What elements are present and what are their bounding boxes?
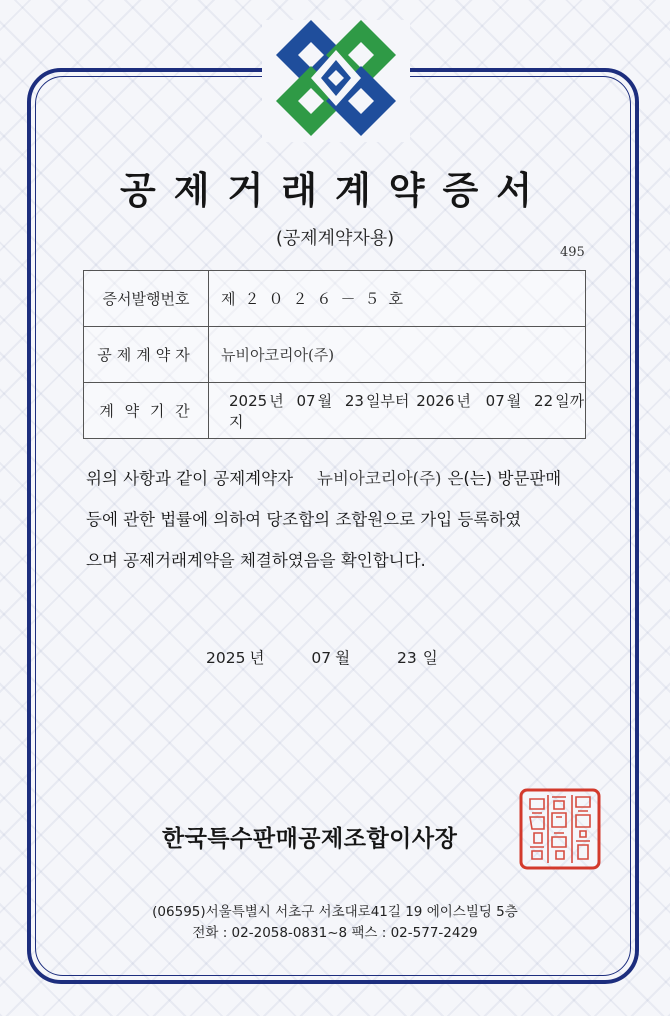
body-line-3: 으며 공제거래계약을 체결하였음을 확인합니다.: [86, 551, 426, 570]
period-unit: 년: [456, 391, 471, 410]
body-line-1: [86, 458, 596, 499]
period-label: 계 약 기 간: [84, 383, 209, 439]
official-seal-icon: [518, 787, 602, 871]
logo-emblem-icon: [276, 20, 396, 138]
certificate-info-table: [83, 270, 586, 439]
contractor-label: 공제계약자: [84, 327, 209, 383]
serial-number: 제２０２６－５호: [221, 290, 412, 308]
contractor-value: [209, 327, 586, 383]
date-unit: 월: [335, 649, 351, 667]
phone-fax-line: 전화 : 02-2058-0831~8 팩스 : 02-577-2429: [192, 925, 478, 941]
document-number: 495: [560, 245, 585, 260]
period-unit: 일부터: [365, 391, 410, 410]
period-unit: 월: [506, 391, 522, 410]
body-text: 위의 사항과 같이 공제계약자: [86, 469, 294, 488]
table-row: [84, 383, 586, 439]
date-unit: 년: [249, 649, 265, 667]
table-row: [84, 327, 586, 383]
period-end-day: 22: [534, 391, 554, 410]
certificate-subtitle: (공제계약자용): [275, 228, 395, 249]
period-start-year: 2025: [229, 391, 268, 410]
contact-address: [0, 902, 670, 944]
certificate-body: [86, 458, 596, 581]
serial-value: [209, 271, 586, 327]
issuer-name: 한국특수판매공제조합이사장: [162, 826, 458, 852]
period-unit: 월: [317, 391, 333, 410]
issue-year: 2025: [206, 649, 246, 667]
period-start-month: 07: [296, 391, 316, 410]
period-end-month: 07: [485, 391, 505, 410]
issue-date: [206, 646, 438, 668]
contractor-name: 뉴비아코리아(주): [221, 346, 335, 364]
address-line: (06595)서울특별시 서초구 서초대로41길 19 에이스빌딩 5층: [152, 904, 518, 920]
certificate-title: 공제거래계약증서: [120, 169, 550, 212]
body-company: 뉴비아코리아(주): [317, 469, 442, 488]
period-value: [209, 383, 586, 439]
period-unit: 년: [269, 391, 284, 410]
date-unit: 일: [422, 649, 438, 667]
issue-day: 23: [397, 649, 417, 667]
association-logo: [262, 20, 410, 142]
period-start-day: 23: [344, 391, 364, 410]
period-unit: 일까지: [229, 391, 585, 431]
table-row: [84, 271, 586, 327]
body-text: 은(는) 방문판매: [447, 469, 562, 488]
body-line-2: 등에 관한 법률에 의하여 당조합의 조합원으로 가입 등록하였: [86, 510, 522, 529]
issue-month: 07: [311, 649, 332, 667]
serial-label: 증서발행번호: [84, 271, 209, 327]
period-end-year: 2026: [416, 391, 455, 410]
